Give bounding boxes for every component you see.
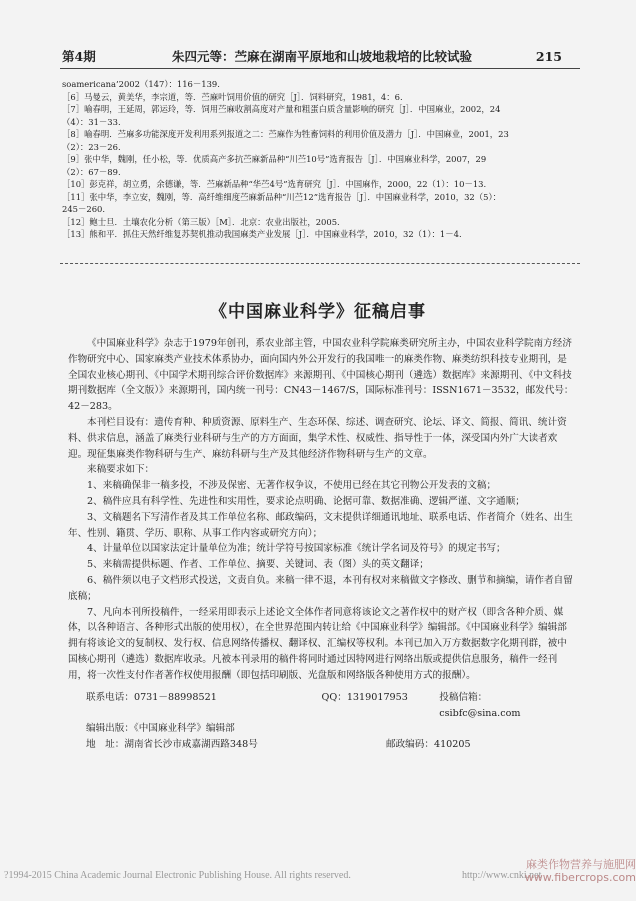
reference-line: ［7］喻春明，王延周，郭运玲，等．饲用苎麻收割高度对产量和粗蛋白质含量影响的研究［J］．中国麻业，2002，24 [62, 104, 501, 114]
requirement-item: 3、文稿题名下写清作者及其工作单位名称、邮政编码，文末提供详细通讯地址、联系电话、作者简介（姓名、出生年、性别、籍贯、学历、职称、从事工作内容或研究方向）； [68, 511, 573, 539]
reference-list [62, 78, 582, 241]
reference-line: 245－260. [62, 204, 106, 214]
page-number: 215 [535, 48, 562, 64]
header-rule [60, 68, 580, 69]
contact-phone: 联系电话：0731－88998521 [86, 692, 217, 703]
requirement-item: 2、稿件应具有科学性、先进性和实用性，要求论点明确、论据可靠、数据准确、逻辑严谨、文字通顺； [87, 495, 525, 507]
call-for-papers-title: 《中国麻业科学》征稿启事 [210, 302, 426, 322]
reference-line: ［11］张中华，李立安，魏刚，等．高纤维细度苎麻新品种“川苎12”选育报告［J］．中国麻业科学，2010，32（5）： [62, 191, 502, 202]
cnki-link[interactable]: http://www.cnki.net [462, 870, 542, 881]
reference-line: ［9］张中华，魏刚，任小松，等．优质高产多抗苎麻新品种“川苎10号”选育报告［J］．中国麻业科学，2007，29 [62, 154, 487, 164]
columns-paragraph: 本刊栏目设有：遗传育种、种质资源、原料生产、生态环保、综述、调查研究、论坛、译文、简报、简讯、统计资料、供求信息，涵盖了麻类行业科研与生产的方方面面，集学术性、权威性、指导性于一体，深受国内外广大读者欢迎。现征集麻类作物科研与生产、麻纺科研与生产及其他经济作物科研与生产的文章。 [68, 416, 567, 460]
contact-block [86, 690, 566, 752]
contact-postcode: 邮政编码：410205 [386, 738, 471, 750]
site-watermark: 麻类作物营养与施肥网 www.fibercrops.com [524, 858, 636, 884]
call-for-papers-body [68, 336, 576, 684]
reference-line: ［10］彭克祥，胡立勇，余德谦，等．苎麻新品种“华苎4号”选育研究［J］．中国麻作，2000，22（1）：10－13. [62, 179, 487, 189]
requirement-item: 4、计量单位以国家法定计量单位为准；统计学符号按国家标准《统计学名词及符号》的规定书写； [87, 543, 506, 555]
reference-line: ［12］鲍士旦．土壤农化分析（第三版）［M］．北京：农业出版社，2005. [62, 216, 340, 227]
intro-paragraph: 《中国麻业科学》杂志于1979年创刊，系农业部主管，中国农业科学院麻类研究所主办，中国农业科学院南方经济作物研究中心、国家麻类产业技术体系协办，面向国内外公开发行的我国唯一的麻类作物、麻类纺织科技专业期刊，是全国农业核心期刊、《中国学术期刊综合评价数据库》来源期刊、《中国核心期刊（遴选）数据库》来源期刊、《中文科技期刊数据库（全文版）》来源期刊，国内统一刊号：CN43－1467/S，国际标准刊号：ISSN1671－3532，邮发代号：42－283。 [68, 338, 574, 413]
running-title: 朱四元等：苎麻在湖南平原地和山坡地栽培的比较试验 [172, 49, 473, 64]
reference-line: （4）：31－33. [62, 116, 121, 127]
reference-line: soamericana’2002（147）：116－139. [62, 79, 220, 89]
requirement-item: 7、凡向本刊所投稿件，一经采用即表示上述论文全体作者同意将该论文之著作权中的财产权（即含各种介质、媒体，以各种语言、各种形式出版的使用权），在全世界范围内转让给《中国麻业科学》编辑部。《中国麻业科学》编辑部拥有将该论文的复制权、发行权、信息网络传播权、翻译权、汇编权等权利。本刊已加入万方数据数字化期刊群，被中国核心期刊（遴选）数据库收录。凡被本刊录用的稿件将同时通过因特网进行网络出版或提供信息服务，稿件一经刊用，将一次性支付作者著作权使用报酬（即包括印刷版、光盘版和网络版各种使用方式的报酬）。 [68, 606, 567, 681]
contact-qq: QQ：1319017953 [321, 692, 408, 703]
section-divider [60, 263, 580, 264]
requirement-item: 6、稿件须以电子文档形式投送，文责自负。来稿一律不退，本刊有权对来稿做文字修改、删节和摘编，请作者自留底稿； [68, 574, 573, 602]
requirements-heading: 来稿要求如下： [87, 464, 155, 476]
reference-line: （2）：67－89. [62, 166, 121, 177]
requirement-item: 1、来稿确保非一稿多投，不涉及保密、无著作权争议，不使用已经在其它刊物公开发表的文稿； [87, 480, 497, 492]
reference-line: ［6］马曼云，黄美华，李宗道，等．苎麻叶饲用价值的研究［J］．饲料研究，1981，4：6. [62, 91, 403, 102]
copyright-notice: ?1994-2015 China Academic Journal Electronic Publishing House. All rights reserved. [4, 870, 351, 881]
contact-email: 投稿信箱：csibfc@sina.com [439, 692, 521, 719]
contact-editor: 编辑出版：《中国麻业科学》编辑部 [86, 723, 235, 734]
reference-line: ［8］喻春明．苎麻多功能深度开发利用系列报道之二：苎麻作为牲畜饲料的利用价值及潜力［J］．中国麻业，2001，23 [62, 129, 509, 139]
reference-line: ［13］熊和平．抓住天然纤维复苏契机推动我国麻类产业发展［J］．中国麻业科学，2010，32（1）：1－4. [62, 229, 462, 239]
running-header [62, 46, 562, 66]
issue-number: 第4期 [62, 49, 96, 64]
contact-address: 地 址：湖南省长沙市咸嘉湖西路348号 [86, 738, 258, 750]
reference-line: （2）：23－26. [62, 141, 121, 152]
requirement-item: 5、来稿需提供标题、作者、工作单位、摘要、关键词、表（图）头的英文翻译； [87, 559, 429, 571]
